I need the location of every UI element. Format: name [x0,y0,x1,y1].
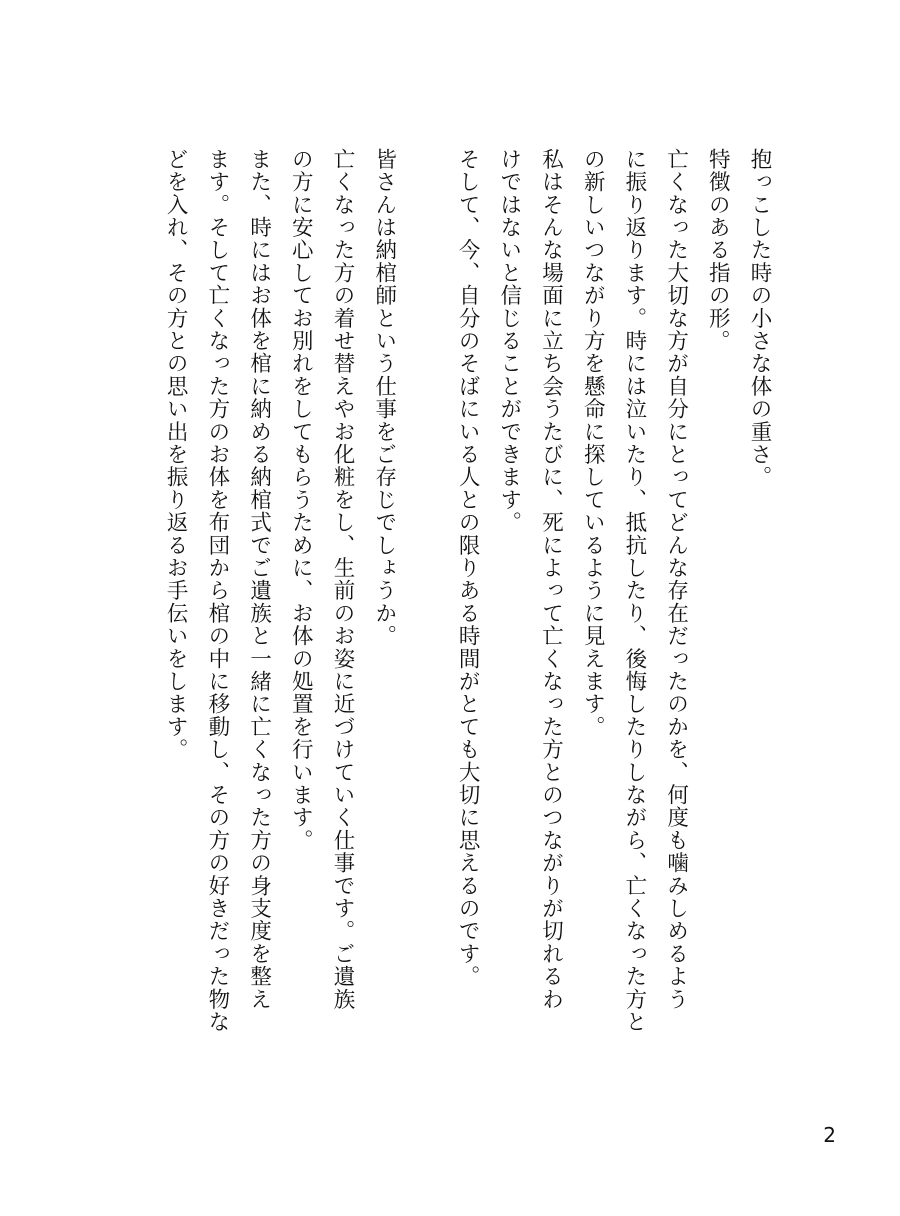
text-line-15: どを入れ、その方との思い出を振り返るお手伝いをします。 [163,148,189,761]
text-line-2: 特徴のある指の形。 [705,148,731,353]
paragraph-gap [405,148,447,1108]
text-line-12: の方に安心してお別れをしてもらうために、お体の処置を行います。 [288,148,314,852]
page-number: 2 [823,1123,836,1147]
text-line-11: 亡くなった方の着せ替えやお化粧をし、生前のお姿に近づけていく仕事です。ご遺族 [329,148,355,1011]
text-line-7: けではないと信じることができます。 [496,148,522,534]
text-line-3: 亡くなった大切な方が自分にとってどんな存在だったのかを、何度も噛みしめるよう [663,148,689,1011]
text-line-4: に振り返ります。時には泣いたり、抵抗したり、後悔したりしながら、亡くなった方と [621,148,647,1034]
vertical-text-body [60,148,780,1108]
text-line-6: 私はそんな場面に立ち会うたびに、死によって亡くなった方とのつながりが切れるわ [538,148,564,1011]
text-line-8: そして、今、自分のそばにいる人との限りある時間がとても大切に思えるのです。 [455,148,481,988]
text-line-10: 皆さんは納棺師という仕事をご存じでしょうか。 [371,148,397,648]
text-line-14: ます。そして亡くなった方のお体を布団から棺の中に移動し、その方の好きだった物な [204,148,230,1034]
text-line-13: また、時にはお体を棺に納める納棺式でご遺族と一緒に亡くなった方の身支度を整え [246,148,272,1011]
text-line-1: 抱っこした時の小さな体の重さ。 [747,148,772,489]
text-line-5: の新しいつながり方を懸命に探しているように見えます。 [580,148,606,739]
